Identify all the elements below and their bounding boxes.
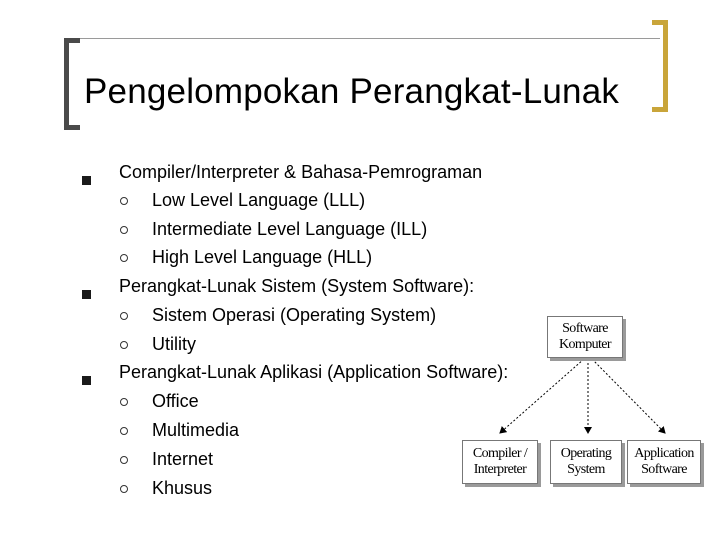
connector-line-compiler bbox=[500, 359, 584, 433]
bullet-item-system-software: Perangkat-Lunak Sistem (System Software): bbox=[119, 276, 475, 296]
bullet-item-application-software: Perangkat-Lunak Aplikasi (Application Software): bbox=[119, 362, 509, 382]
box-label-line1: Compiler / bbox=[472, 446, 528, 461]
box-label-line2: Software bbox=[641, 462, 687, 477]
diagram-box-compiler-interpreter bbox=[462, 440, 538, 484]
box-label-line2: Interpreter bbox=[473, 462, 527, 477]
bullet-item-compiler: Compiler/Interpreter & Bahasa-Pemrograman bbox=[119, 162, 483, 182]
box-label-line2: Komputer bbox=[559, 337, 611, 352]
diagram-box-operating-system bbox=[550, 440, 622, 484]
sub-item-hll: High Level Language (HLL) bbox=[152, 247, 373, 267]
sub-item-lll: Low Level Language (LLL) bbox=[152, 190, 366, 210]
sub-item-ill: Intermediate Level Language (ILL) bbox=[152, 219, 428, 239]
box-label-line1: Software bbox=[562, 321, 608, 336]
slide-title: Pengelompokan Perangkat-Lunak bbox=[84, 72, 620, 111]
diagram-box-software-komputer bbox=[547, 316, 623, 358]
sub-item-office: Office bbox=[152, 391, 199, 411]
box-label-line1: Application bbox=[634, 446, 694, 461]
sub-item-os: Sistem Operasi (Operating System) bbox=[152, 305, 437, 325]
box-label-line1: Operating bbox=[560, 446, 612, 461]
sub-item-internet: Internet bbox=[152, 449, 214, 469]
connector-line-application bbox=[592, 359, 665, 433]
sub-item-khusus: Khusus bbox=[152, 478, 213, 498]
sub-item-multimedia: Multimedia bbox=[152, 420, 240, 440]
diagram-box-application-software bbox=[627, 440, 701, 484]
sub-item-utility: Utility bbox=[152, 334, 196, 354]
box-label-line2: System bbox=[567, 462, 605, 477]
